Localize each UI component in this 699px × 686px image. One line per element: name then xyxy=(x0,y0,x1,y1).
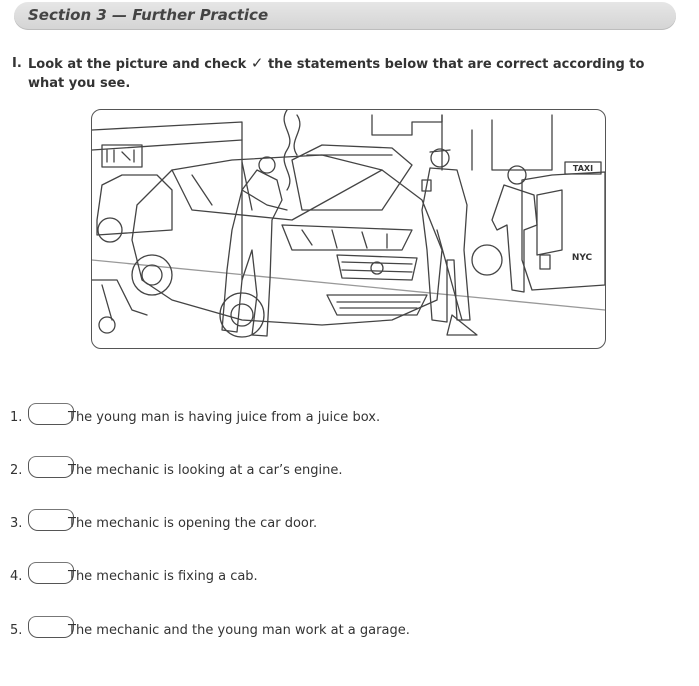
section-title: Section 3 — Further Practice xyxy=(28,6,269,24)
statement-item-5 xyxy=(10,616,650,642)
instruction-text-after: the statements below that are correct according to what you see. xyxy=(28,57,645,91)
check-mark-icon: ✓ xyxy=(250,54,264,72)
statement-text: The mechanic is fixing a cab. xyxy=(68,569,258,584)
statement-text: The mechanic is opening the car door. xyxy=(68,516,318,531)
taxi-door-text: NYC xyxy=(571,253,593,263)
instruction-text xyxy=(28,54,682,93)
taxi-sign-text: TAXI xyxy=(572,164,594,173)
statement-item-2 xyxy=(10,456,650,482)
instruction-number: I. xyxy=(12,56,22,71)
instruction-text-before: Look at the picture and check xyxy=(28,57,247,72)
statement-number: 4. xyxy=(10,569,23,584)
statement-text: The young man is having juice from a juice box. xyxy=(68,410,381,425)
statement-item-4 xyxy=(10,562,650,588)
statement-number: 3. xyxy=(10,516,23,531)
garage-illustration xyxy=(91,109,606,349)
statement-text: The mechanic is looking at a car’s engine. xyxy=(68,463,343,478)
statement-item-1 xyxy=(10,403,650,429)
statement-item-3 xyxy=(10,509,650,535)
statement-text: The mechanic and the young man work at a garage. xyxy=(68,623,410,638)
statement-number: 1. xyxy=(10,410,23,425)
statement-number: 2. xyxy=(10,463,23,478)
statement-number: 5. xyxy=(10,623,23,638)
section-header xyxy=(14,2,676,30)
garage-scene xyxy=(92,110,605,348)
instruction xyxy=(12,54,682,93)
